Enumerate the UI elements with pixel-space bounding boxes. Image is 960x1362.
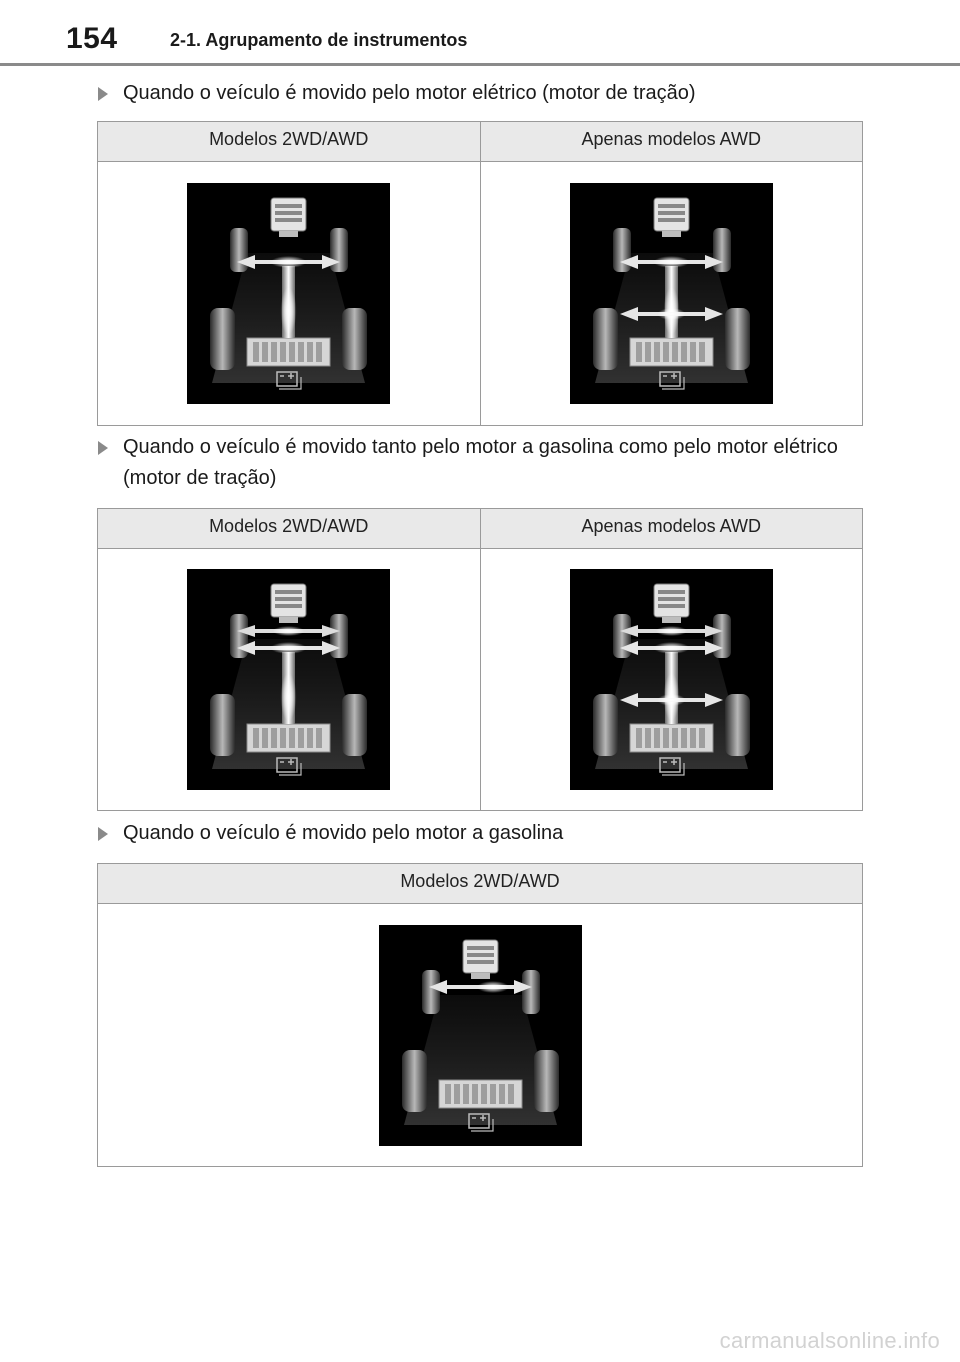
power-flow-diagram — [379, 925, 582, 1146]
bullet-text: Quando o veículo é movido pelo motor a gasolina — [123, 822, 564, 844]
column-header: Apenas modelos AWD — [480, 509, 863, 548]
table-cell — [98, 904, 862, 1166]
column-header: Apenas modelos AWD — [480, 122, 863, 161]
table-electric-motor — [97, 121, 863, 426]
column-header: Modelos 2WD/AWD — [209, 129, 369, 149]
column-header: Modelos 2WD/AWD — [400, 871, 560, 891]
page-header — [0, 0, 960, 66]
table-header-row — [98, 122, 862, 162]
page-number: 154 — [66, 22, 118, 55]
bullet-triangle-icon — [98, 827, 108, 841]
column-header: Modelos 2WD/AWD — [209, 516, 369, 536]
header-divider — [0, 63, 960, 66]
power-flow-diagram — [187, 183, 390, 404]
bullet-text: Quando o veículo é movido pelo motor elétrico (motor de tração) — [123, 82, 696, 104]
table-cell — [98, 162, 480, 425]
bullet-gasoline — [98, 818, 868, 849]
bullet-triangle-icon — [98, 441, 108, 455]
bullet-triangle-icon — [98, 87, 108, 101]
bullet-text: Quando o veículo é movido tanto pelo motor a gasolina como pelo motor elétrico (motor de tração) — [123, 436, 838, 489]
table-body-row — [98, 162, 862, 425]
power-flow-diagram — [187, 569, 390, 790]
table-cell — [98, 549, 480, 810]
section-title: 2-1. Agrupamento de instrumentos — [170, 30, 468, 50]
power-flow-diagram — [570, 569, 773, 790]
table-body-row — [98, 549, 862, 810]
table-hybrid — [97, 508, 863, 811]
table-cell — [480, 162, 863, 425]
bullet-electric-motor — [98, 78, 868, 109]
table-body-row — [98, 904, 862, 1166]
power-flow-diagram — [570, 183, 773, 404]
bullet-hybrid — [98, 432, 868, 494]
watermark: carmanualsonline.info — [719, 1328, 940, 1353]
table-header-row — [98, 864, 862, 904]
table-gasoline — [97, 863, 863, 1167]
table-cell — [480, 549, 863, 810]
table-header-row — [98, 509, 862, 549]
